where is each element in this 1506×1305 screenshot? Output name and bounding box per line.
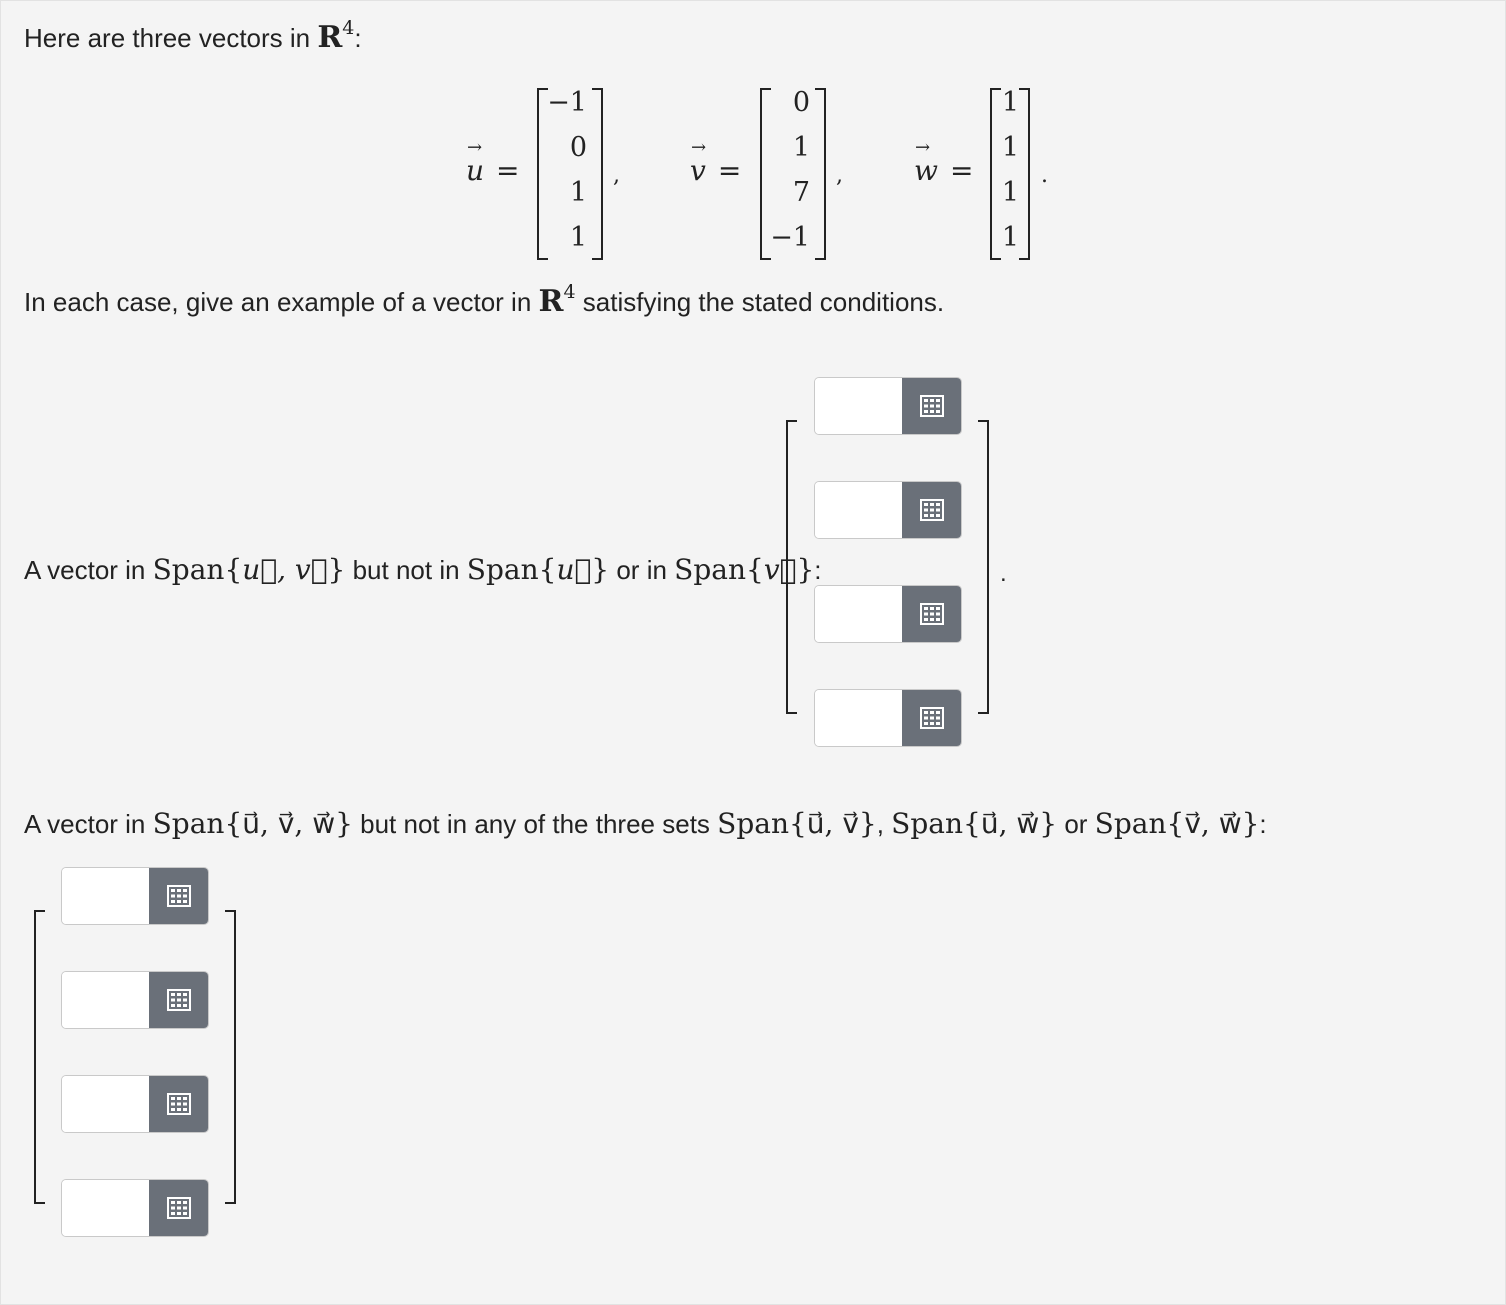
period: .: [1041, 163, 1048, 188]
vector-v-label: → v =: [690, 154, 741, 187]
vector-v-entry: 1: [792, 132, 810, 163]
vector-v-matrix: [760, 88, 826, 258]
answer-1-entry-1: [814, 377, 962, 435]
matrix-input-button[interactable]: [149, 1180, 208, 1236]
grid-icon: [920, 603, 944, 625]
question-1-prompt: A vector in Span{u⃗, v⃗} but not in Span{u⃗} or in Span{v⃗}:: [24, 553, 822, 586]
answer-1-entry-2: [814, 481, 962, 539]
answer-2-entry-4-input[interactable]: [62, 1180, 150, 1236]
answer-1-entry-2-input[interactable]: [815, 482, 903, 538]
answer-1-entry-1-input[interactable]: [815, 378, 903, 434]
vector-w-matrix: [990, 88, 1030, 258]
intro-text: Here are three vectors in $R^4$:: [24, 17, 362, 55]
vector-v-entry: 7: [792, 177, 810, 208]
grid-icon: [920, 499, 944, 521]
answer-1-entry-4: [814, 689, 962, 747]
answer-1-entry-3: [814, 585, 962, 643]
answer-1-entry-4-input[interactable]: [815, 690, 903, 746]
answer-1-period: .: [1000, 560, 1007, 587]
question-2-prompt: A vector in Span{u⃗, v⃗, w⃗} but not in any of the three sets Span{u⃗, v⃗}, Span{u⃗, w⃗} or Span{v⃗, w⃗}:: [24, 807, 1267, 840]
answer-2-entry-1: [61, 867, 209, 925]
answer-2-entry-2-input[interactable]: [62, 972, 150, 1028]
matrix-input-button[interactable]: [902, 690, 961, 746]
grid-icon: [167, 989, 191, 1011]
answer-2-entry-3-input[interactable]: [62, 1076, 150, 1132]
matrix-input-button[interactable]: [149, 868, 208, 924]
answer-2-entry-1-input[interactable]: [62, 868, 150, 924]
grid-icon: [167, 1093, 191, 1115]
matrix-input-button[interactable]: [902, 482, 961, 538]
grid-icon: [920, 707, 944, 729]
answer-2-entry-2: [61, 971, 209, 1029]
grid-icon: [167, 885, 191, 907]
answer-2-entry-3: [61, 1075, 209, 1133]
matrix-input-button[interactable]: [149, 1076, 208, 1132]
vector-u-entry: 1: [569, 177, 587, 208]
vector-u-entry: 1: [569, 222, 587, 253]
vector-w-entry: 1: [1001, 87, 1019, 118]
grid-icon: [920, 395, 944, 417]
matrix-input-button[interactable]: [149, 972, 208, 1028]
answer-2-right-bracket: [225, 910, 236, 1204]
answer-1-right-bracket: [978, 420, 989, 714]
answer-2-entry-4: [61, 1179, 209, 1237]
vector-u-label: → u =: [466, 154, 520, 187]
vector-v-entry: 0: [792, 87, 810, 118]
vector-w-entry: 1: [1001, 177, 1019, 208]
vector-u-matrix: [537, 88, 603, 258]
vector-w-entry: 1: [1001, 132, 1019, 163]
vector-u-entry: −1: [547, 87, 587, 118]
separator: ,: [613, 163, 620, 188]
answer-2-left-bracket: [34, 910, 45, 1204]
grid-icon: [167, 1197, 191, 1219]
separator: ,: [836, 163, 843, 188]
matrix-input-button[interactable]: [902, 378, 961, 434]
vector-u-entry: 0: [569, 132, 587, 163]
vector-w-entry: 1: [1001, 222, 1019, 253]
vector-v-entry: −1: [770, 222, 810, 253]
matrix-input-button[interactable]: [902, 586, 961, 642]
instruction-text: In each case, give an example of a vector in $R^4$ satisfying the stated conditions.: [24, 281, 945, 319]
answer-1-entry-3-input[interactable]: [815, 586, 903, 642]
answer-1-left-bracket: [786, 420, 797, 714]
vector-w-label: → w =: [914, 154, 973, 187]
